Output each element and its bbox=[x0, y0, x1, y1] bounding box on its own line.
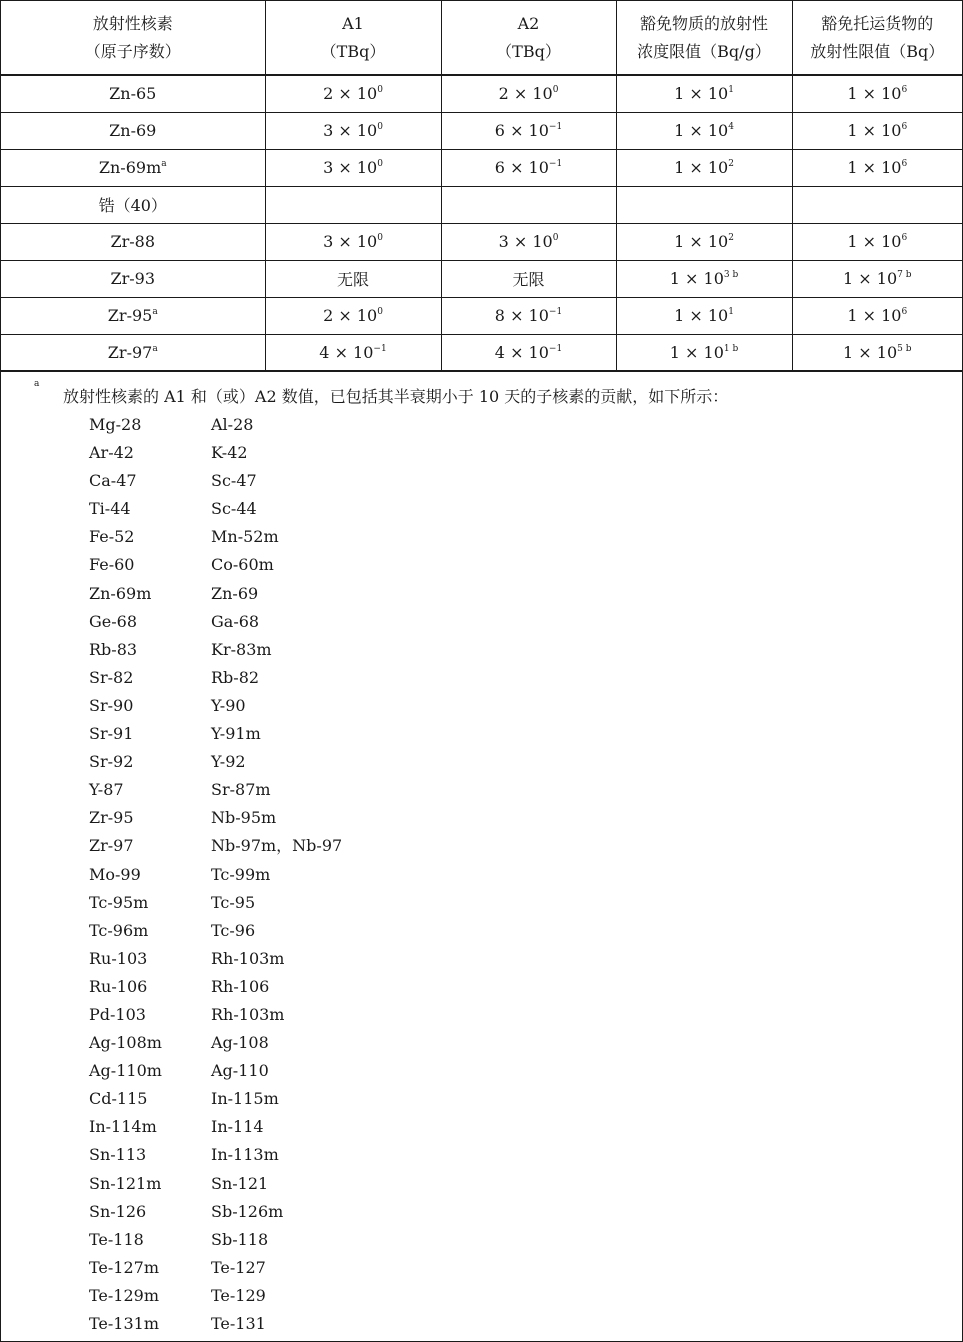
daughter-nuclide: Te-127 bbox=[211, 1257, 266, 1277]
daughter-nuclide: Al-28 bbox=[211, 415, 254, 434]
list-item bbox=[89, 945, 342, 973]
cell-exempt-consignment bbox=[792, 260, 962, 297]
table-row bbox=[1, 223, 962, 260]
parent-nuclide: Sn-126 bbox=[89, 1201, 147, 1221]
value-base: 6 × 10 bbox=[494, 158, 549, 177]
table-row bbox=[1, 297, 962, 334]
header-a2 bbox=[441, 1, 616, 75]
parent-nuclide: Ti-44 bbox=[89, 499, 131, 519]
list-item bbox=[89, 1198, 342, 1226]
parent-nuclide: Te-127m bbox=[89, 1257, 160, 1277]
cell-a1 bbox=[265, 334, 441, 371]
list-item bbox=[89, 1310, 342, 1338]
value-exponent: 7 b bbox=[897, 270, 912, 280]
value-base: 1 × 10 bbox=[847, 158, 902, 177]
value-exponent: 0 bbox=[377, 159, 383, 169]
value-base: 1 × 10 bbox=[847, 306, 902, 325]
table-body bbox=[1, 75, 962, 371]
value-base: 1 × 10 bbox=[669, 269, 724, 288]
list-item bbox=[89, 1001, 342, 1029]
daughter-nuclide: Mn-52m bbox=[211, 527, 279, 547]
cell-exempt-consignment bbox=[792, 297, 962, 334]
list-item bbox=[89, 1254, 342, 1282]
value-exponent: 2 bbox=[728, 159, 734, 169]
value-exponent: 6 bbox=[901, 159, 908, 169]
cell-exempt-consignment bbox=[792, 75, 962, 112]
parent-nuclide: Mg-28 bbox=[89, 415, 142, 434]
value-base: 1 × 10 bbox=[669, 342, 724, 362]
cell-a1 bbox=[265, 149, 441, 186]
parent-nuclide: Cd-115 bbox=[89, 1089, 148, 1109]
header-exempt-concentration bbox=[616, 1, 792, 75]
parent-nuclide: Fe-60 bbox=[89, 555, 135, 575]
cell-a2 bbox=[441, 334, 616, 371]
header-line: （原子序数） bbox=[84, 41, 181, 61]
parent-nuclide: Sr-82 bbox=[89, 667, 134, 687]
footnote-text: 放射性核素的 A1 和（或）A2 数值，已包括其半衰期小于 10 天的子核素的贡献，如下所示： bbox=[63, 387, 729, 406]
value-exponent: 5 b bbox=[897, 343, 912, 354]
cell-a2 bbox=[441, 75, 616, 112]
parent-nuclide: Pd-103 bbox=[89, 1004, 146, 1024]
cell-exempt-consignment bbox=[792, 223, 962, 260]
cell-a2 bbox=[441, 112, 616, 149]
value-base: 1 × 10 bbox=[843, 269, 898, 288]
value-exponent: 6 bbox=[901, 233, 908, 243]
cell-exempt-consignment bbox=[792, 186, 962, 223]
cell-a2 bbox=[441, 186, 616, 223]
value-exponent: −1 bbox=[548, 159, 563, 169]
value-exponent: −1 bbox=[373, 343, 387, 354]
value-exponent: 0 bbox=[552, 85, 559, 96]
daughter-nuclide: Rh-106 bbox=[211, 976, 270, 996]
value-exponent: 1 b bbox=[723, 343, 739, 354]
list-item bbox=[89, 1170, 342, 1198]
value-exponent: 0 bbox=[377, 85, 383, 96]
list-item bbox=[89, 1085, 342, 1113]
list-item bbox=[89, 720, 342, 748]
value-base: 1 × 10 bbox=[847, 84, 902, 104]
value-base: 3 × 10 bbox=[323, 232, 378, 251]
value-base: 1 × 10 bbox=[674, 158, 729, 177]
value-base: 3 × 10 bbox=[323, 121, 378, 140]
daughter-nuclide: Rb-82 bbox=[211, 667, 260, 687]
list-item bbox=[89, 889, 342, 917]
list-item bbox=[89, 748, 342, 776]
list-item bbox=[89, 917, 342, 945]
cell-exempt-concentration bbox=[616, 334, 792, 371]
nuclide-name: Zn-69 bbox=[109, 121, 157, 140]
cell-exempt-concentration bbox=[616, 186, 792, 223]
daughter-nuclide: Y-90 bbox=[211, 695, 246, 715]
header-line: 豁免物质的放射性 bbox=[639, 13, 768, 33]
parent-nuclide: Sr-91 bbox=[89, 724, 134, 744]
value-base: 2 × 10 bbox=[498, 84, 553, 104]
daughter-nuclide: In-115m bbox=[211, 1089, 279, 1109]
nuclide-name: Zr-97 bbox=[107, 342, 153, 362]
value-base: 无限 bbox=[336, 270, 369, 289]
header-line: （TBq） bbox=[320, 41, 386, 61]
value-exponent: 0 bbox=[377, 307, 383, 317]
parent-nuclide: Te-118 bbox=[89, 1229, 144, 1249]
table-row bbox=[1, 260, 962, 297]
value-exponent: 0 bbox=[552, 233, 559, 243]
cell-a1 bbox=[265, 75, 441, 112]
parent-nuclide: Ag-110m bbox=[89, 1061, 162, 1081]
list-item bbox=[89, 439, 342, 467]
header-line: 豁免托运货物的 bbox=[821, 13, 934, 33]
daughter-nuclide: Ga-68 bbox=[211, 611, 260, 631]
value-base: 4 × 10 bbox=[494, 342, 549, 362]
daughter-nuclide: Tc-96 bbox=[211, 920, 256, 940]
list-item bbox=[89, 1226, 342, 1254]
parent-nuclide: Te-129m bbox=[89, 1285, 160, 1305]
parent-nuclide: Ca-47 bbox=[89, 471, 137, 491]
footnote-heading bbox=[34, 379, 729, 407]
footnote-ref: a bbox=[161, 159, 167, 169]
parent-nuclide: Sr-92 bbox=[89, 752, 134, 772]
list-item bbox=[89, 804, 342, 832]
daughter-nuclide: Sc-44 bbox=[211, 499, 257, 519]
cell-nuclide bbox=[1, 223, 265, 260]
parent-nuclide: Te-131m bbox=[89, 1314, 160, 1333]
list-item bbox=[89, 1282, 342, 1310]
value-exponent: 0 bbox=[377, 122, 383, 132]
parent-nuclide: In-114m bbox=[89, 1117, 157, 1137]
daughter-nuclide: In-113m bbox=[211, 1145, 279, 1165]
list-item bbox=[89, 1057, 342, 1085]
list-item bbox=[89, 411, 342, 439]
value-exponent: −1 bbox=[548, 307, 563, 317]
nuclide-name: Zn-65 bbox=[109, 84, 157, 104]
daughter-nuclide: Co-60m bbox=[211, 555, 274, 575]
list-item bbox=[89, 1029, 342, 1057]
value-exponent: 1 bbox=[728, 85, 734, 96]
nuclide-name: Zr-88 bbox=[110, 232, 156, 251]
list-item bbox=[89, 608, 342, 636]
daughter-nuclide: In-114 bbox=[211, 1117, 264, 1137]
cell-nuclide bbox=[1, 112, 265, 149]
value-exponent: 6 bbox=[901, 122, 908, 132]
list-item bbox=[89, 580, 342, 608]
cell-nuclide bbox=[1, 186, 265, 223]
header-line: 浓度限值（Bq/g） bbox=[637, 41, 771, 61]
table-row bbox=[1, 75, 962, 112]
daughter-nuclide: Sb-126m bbox=[211, 1201, 284, 1221]
value-exponent: 6 bbox=[901, 307, 908, 317]
parent-nuclide: Ru-103 bbox=[89, 948, 148, 968]
cell-exempt-concentration bbox=[616, 75, 792, 112]
table-row bbox=[1, 186, 962, 223]
table-header-row bbox=[1, 1, 962, 75]
header-line: 放射性限值（Bq） bbox=[810, 41, 945, 61]
daughter-nuclide: Y-92 bbox=[211, 752, 246, 772]
value-base: 1 × 10 bbox=[674, 306, 729, 325]
value-base: 1 × 10 bbox=[843, 342, 898, 362]
parent-nuclide: Y-87 bbox=[89, 780, 124, 800]
daughter-nuclide: Sn-121 bbox=[211, 1173, 269, 1193]
list-item bbox=[89, 861, 342, 889]
header-line: A2 bbox=[517, 13, 540, 33]
cell-exempt-concentration bbox=[616, 297, 792, 334]
table-row bbox=[1, 334, 962, 371]
cell-a1 bbox=[265, 223, 441, 260]
value-exponent: 1 bbox=[728, 307, 734, 317]
daughter-nuclide-list bbox=[89, 411, 342, 1338]
header-line: A1 bbox=[342, 13, 364, 33]
cell-a2 bbox=[441, 149, 616, 186]
value-exponent: −1 bbox=[548, 122, 563, 132]
parent-nuclide: Ag-108m bbox=[89, 1033, 162, 1053]
cell-nuclide bbox=[1, 334, 265, 371]
nuclide-name: 锆（40） bbox=[98, 196, 167, 215]
cell-nuclide bbox=[1, 149, 265, 186]
daughter-nuclide: K-42 bbox=[211, 443, 248, 463]
header-a1 bbox=[265, 1, 441, 75]
cell-a1 bbox=[265, 260, 441, 297]
parent-nuclide: Sn-121m bbox=[89, 1173, 162, 1193]
value-base: 8 × 10 bbox=[494, 306, 549, 325]
parent-nuclide: Ge-68 bbox=[89, 611, 138, 631]
list-item bbox=[89, 636, 342, 664]
list-item bbox=[89, 467, 342, 495]
cell-a2 bbox=[441, 223, 616, 260]
value-base: 6 × 10 bbox=[494, 121, 549, 140]
parent-nuclide: Ru-106 bbox=[89, 976, 148, 996]
nuclide-name: Zr-93 bbox=[110, 269, 156, 288]
nuclide-name: Zn-69m bbox=[98, 158, 162, 177]
list-item bbox=[89, 776, 342, 804]
cell-exempt-concentration bbox=[616, 112, 792, 149]
list-item bbox=[89, 832, 342, 860]
value-exponent: 0 bbox=[377, 233, 383, 243]
value-exponent: 4 bbox=[728, 122, 734, 132]
daughter-nuclide: Nb-97m，Nb-97 bbox=[211, 836, 343, 856]
daughter-nuclide: Te-129 bbox=[211, 1285, 266, 1305]
parent-nuclide: Tc-95m bbox=[89, 892, 149, 912]
value-base: 3 × 10 bbox=[498, 232, 553, 251]
header-nuclide bbox=[1, 1, 265, 75]
daughter-nuclide: Te-131 bbox=[211, 1314, 266, 1333]
list-item bbox=[89, 495, 342, 523]
value-base: 1 × 10 bbox=[674, 232, 729, 251]
cell-nuclide bbox=[1, 75, 265, 112]
daughter-nuclide: Ag-108 bbox=[211, 1033, 269, 1053]
parent-nuclide: Rb-83 bbox=[89, 639, 138, 659]
daughter-nuclide: Tc-95 bbox=[211, 892, 256, 912]
cell-nuclide bbox=[1, 297, 265, 334]
value-base: 1 × 10 bbox=[674, 121, 729, 140]
header-line: 放射性核素 bbox=[92, 13, 173, 33]
list-item bbox=[89, 1113, 342, 1141]
list-item bbox=[89, 1141, 342, 1169]
list-item bbox=[89, 692, 342, 720]
footnote-ref: a bbox=[152, 307, 158, 317]
daughter-nuclide: Kr-83m bbox=[211, 639, 272, 659]
cell-a1 bbox=[265, 112, 441, 149]
daughter-nuclide: Rh-103m bbox=[211, 1004, 285, 1024]
cell-nuclide bbox=[1, 260, 265, 297]
cell-exempt-concentration bbox=[616, 149, 792, 186]
daughter-nuclide: Ag-110 bbox=[211, 1061, 269, 1081]
daughter-nuclide: Sr-87m bbox=[211, 780, 271, 800]
parent-nuclide: Sr-90 bbox=[89, 695, 134, 715]
daughter-nuclide: Tc-99m bbox=[211, 864, 271, 884]
cell-exempt-consignment bbox=[792, 334, 962, 371]
value-exponent: −1 bbox=[548, 343, 563, 354]
cell-exempt-consignment bbox=[792, 112, 962, 149]
daughter-nuclide: Nb-95m bbox=[211, 808, 277, 828]
parent-nuclide: Sn-113 bbox=[89, 1145, 147, 1165]
daughter-nuclide: Sb-118 bbox=[211, 1229, 269, 1249]
value-base: 1 × 10 bbox=[847, 232, 902, 251]
header-exempt-consignment bbox=[792, 1, 962, 75]
value-base: 4 × 10 bbox=[319, 342, 374, 362]
parent-nuclide: Tc-96m bbox=[89, 920, 149, 940]
list-item bbox=[89, 664, 342, 692]
nuclide-table bbox=[1, 1, 962, 372]
parent-nuclide: Fe-52 bbox=[89, 527, 135, 547]
parent-nuclide: Zr-97 bbox=[89, 836, 134, 856]
table-row bbox=[1, 149, 962, 186]
value-exponent: 6 bbox=[901, 85, 908, 96]
cell-a1 bbox=[265, 186, 441, 223]
daughter-nuclide: Zn-69 bbox=[211, 583, 259, 603]
daughter-nuclide: Sc-47 bbox=[211, 471, 257, 491]
cell-exempt-consignment bbox=[792, 149, 962, 186]
list-item bbox=[89, 551, 342, 579]
nuclide-name: Zr-95 bbox=[107, 306, 153, 325]
parent-nuclide: Ar-42 bbox=[89, 443, 134, 463]
daughter-nuclide: Rh-103m bbox=[211, 948, 285, 968]
value-exponent: 3 b bbox=[723, 270, 739, 280]
header-line: （TBq） bbox=[496, 41, 561, 61]
cell-a2 bbox=[441, 260, 616, 297]
cell-exempt-concentration bbox=[616, 223, 792, 260]
cell-a2 bbox=[441, 297, 616, 334]
footnote-mark: a bbox=[34, 379, 40, 389]
table-row bbox=[1, 112, 962, 149]
value-base: 3 × 10 bbox=[323, 158, 378, 177]
value-exponent: 2 bbox=[728, 233, 734, 243]
value-base: 2 × 10 bbox=[323, 306, 378, 325]
parent-nuclide: Zn-69m bbox=[89, 583, 152, 603]
parent-nuclide: Mo-99 bbox=[89, 864, 141, 884]
list-item bbox=[89, 973, 342, 1001]
parent-nuclide: Zr-95 bbox=[89, 808, 134, 828]
value-base: 1 × 10 bbox=[674, 84, 729, 104]
daughter-nuclide: Y-91m bbox=[211, 724, 261, 744]
footnote-ref: a bbox=[152, 343, 158, 354]
list-item bbox=[89, 523, 342, 551]
cell-exempt-concentration bbox=[616, 260, 792, 297]
value-base: 1 × 10 bbox=[847, 121, 902, 140]
cell-a1 bbox=[265, 297, 441, 334]
value-base: 无限 bbox=[512, 270, 545, 289]
value-base: 2 × 10 bbox=[323, 84, 378, 104]
